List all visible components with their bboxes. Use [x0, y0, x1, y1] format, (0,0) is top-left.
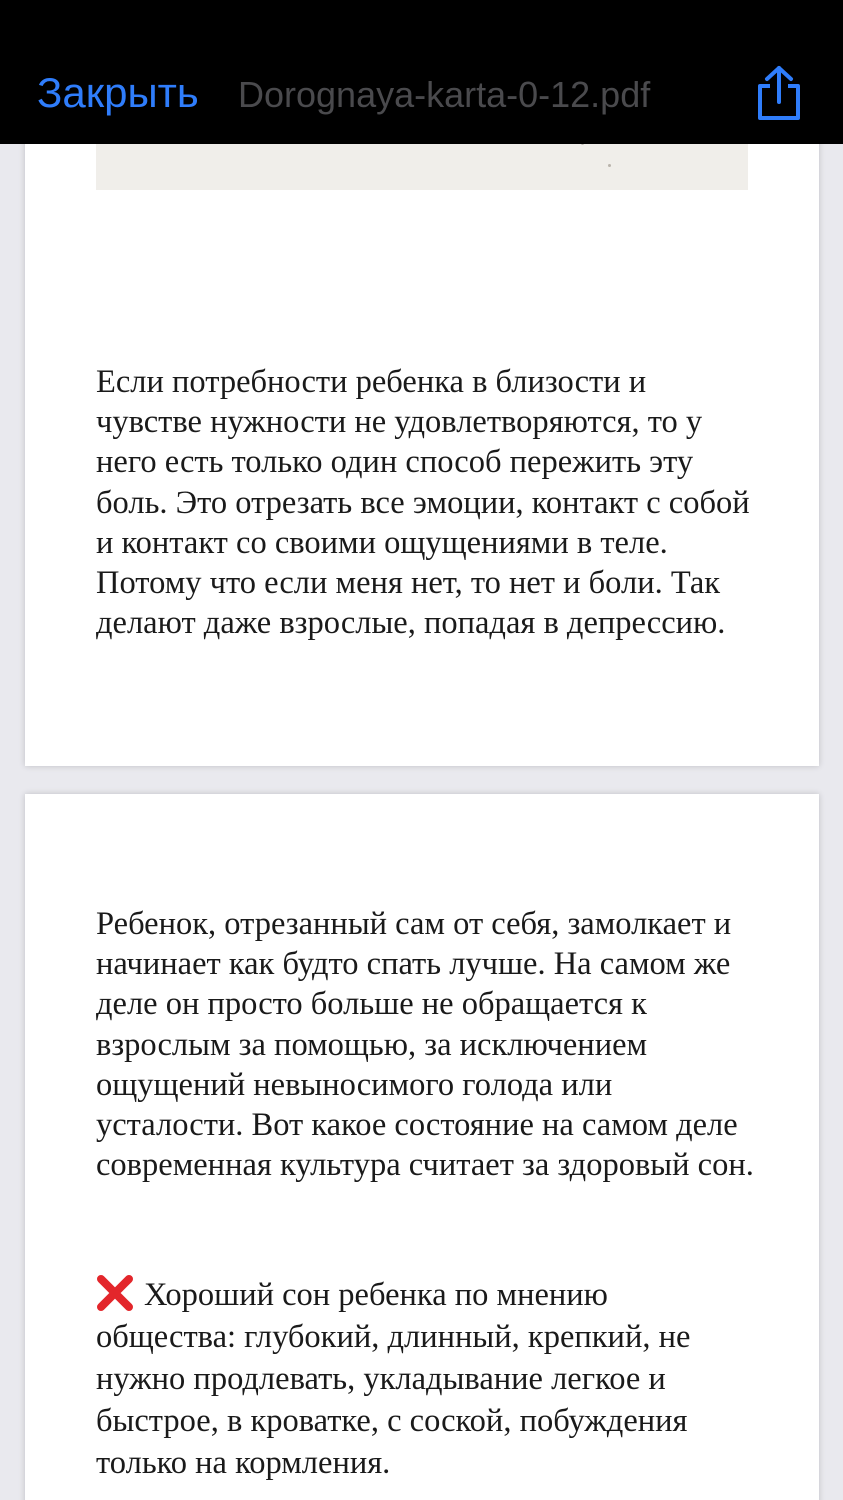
page-paragraph-with-icon	[96, 1274, 756, 1484]
page-paragraph: Ребенок, отрезанный сам от себя, замолкает и начинает как будто спать лучше. На самом же деле он просто больше не обращается к взрослым за помощью, за исключением ощущений невыносимого голода или усталости. Вот какое состояние на самом деле современная культура считает за здоровый сон.	[96, 906, 754, 1184]
paragraph-text: Хороший сон ребенка по мнению общества: глубокий, длинный, крепкий, не нужно продлевать, укладывание легкое и быстрое, в кроватке, с соской, побуждения только на кормления.	[96, 1277, 691, 1481]
cross-mark-icon	[96, 1275, 134, 1311]
page-paragraph: Если потребности ребенка в близости и чувстве нужности не удовлетворяются, то у него есть только один способ пережить эту боль. Это отрезать все эмоции, контакт с собой и контакт со своими ощущениями в теле. Потому что если меня нет, то нет и боли. Так делают даже взрослые, попадая в депрессию.	[96, 364, 750, 642]
pdf-page	[25, 794, 819, 1500]
pdf-viewer[interactable]	[0, 144, 843, 1500]
pdf-page	[25, 144, 819, 766]
document-title: Dorognaya-karta-0-12.pdf	[238, 74, 651, 115]
viewer-toolbar	[0, 0, 843, 144]
page-image	[96, 144, 748, 190]
close-button[interactable]: Закрыть	[37, 69, 199, 116]
share-icon[interactable]	[752, 64, 806, 124]
